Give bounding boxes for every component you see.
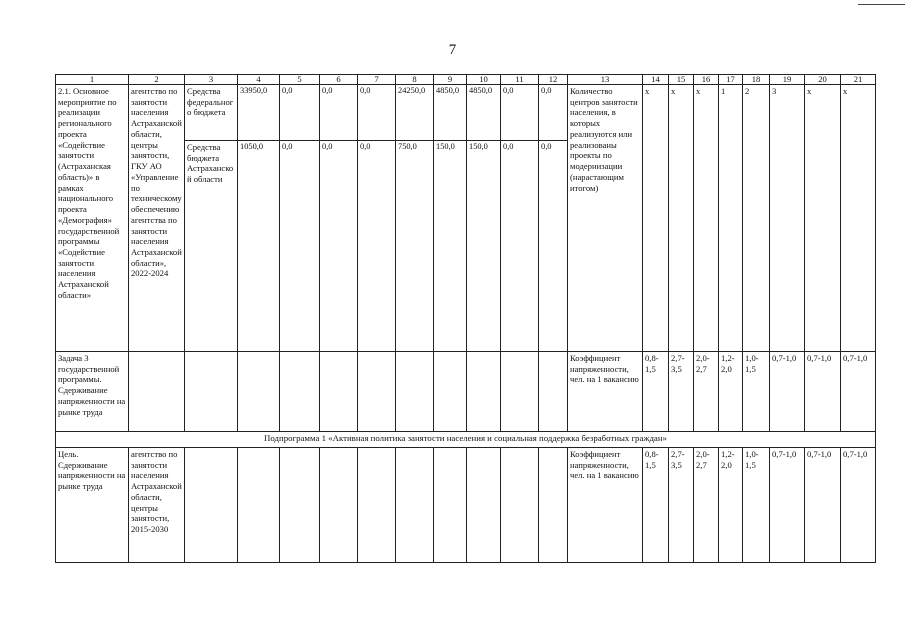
- indicator-value: x: [841, 85, 876, 352]
- measure-title: 2.1. Основное мероприятие по реализации регионального проекта «Содействие занятости (Астраханская область)» в рамках национального проекта «Демография» государственной программы «Содействие занятости населения Астраханской области»: [56, 85, 129, 352]
- amount-cell: 150,0: [434, 141, 467, 352]
- indicator-value: 1,2-2,0: [719, 448, 743, 563]
- empty-cell: [129, 352, 185, 432]
- empty-cell: [185, 448, 238, 563]
- empty-cell: [539, 448, 568, 563]
- empty-cell: [320, 448, 358, 563]
- empty-cell: [434, 448, 467, 563]
- amount-cell: 0,0: [501, 141, 539, 352]
- amount-cell: 4850,0: [467, 85, 501, 141]
- table-row-measure-federal: [56, 85, 876, 141]
- indicator-value: 1,2-2,0: [719, 352, 743, 432]
- header-cell: 11: [501, 75, 539, 85]
- top-rule: [858, 4, 905, 5]
- amount-cell: 0,0: [358, 85, 396, 141]
- empty-cell: [501, 352, 539, 432]
- funding-source: Средства федерального бюджета: [185, 85, 238, 141]
- header-cell: 17: [719, 75, 743, 85]
- empty-cell: [320, 352, 358, 432]
- goal-title: Цель. Сдерживание напряженности на рынке труда: [56, 448, 129, 563]
- header-cell: 21: [841, 75, 876, 85]
- empty-cell: [185, 352, 238, 432]
- header-cell: 19: [770, 75, 805, 85]
- indicator-name: Коэффициент напряженности, чел. на 1 вакансию: [568, 448, 643, 563]
- header-cell: 2: [129, 75, 185, 85]
- amount-cell: 0,0: [280, 141, 320, 352]
- empty-cell: [396, 448, 434, 563]
- amount-cell: 0,0: [539, 85, 568, 141]
- header-cell: 10: [467, 75, 501, 85]
- amount-cell: 0,0: [320, 85, 358, 141]
- subprogram-row: [56, 432, 876, 448]
- amount-cell: 1050,0: [238, 141, 280, 352]
- header-cell: 4: [238, 75, 280, 85]
- amount-cell: 0,0: [501, 85, 539, 141]
- indicator-value: 0,7-1,0: [805, 448, 841, 563]
- table-row-goal: [56, 448, 876, 563]
- indicator-value: 0,7-1,0: [841, 352, 876, 432]
- empty-cell: [396, 352, 434, 432]
- amount-cell: 150,0: [467, 141, 501, 352]
- indicator-value: x: [643, 85, 669, 352]
- amount-cell: 0,0: [320, 141, 358, 352]
- indicator-value: 2: [743, 85, 770, 352]
- empty-cell: [501, 448, 539, 563]
- header-cell: 12: [539, 75, 568, 85]
- indicator-value: 2,7-3,5: [669, 448, 694, 563]
- empty-cell: [358, 448, 396, 563]
- indicator-value: 2,7-3,5: [669, 352, 694, 432]
- indicator-name: Количество центров занятости населения, в которых реализуются или реализованы проекты по модернизации (нарастающим итогом): [568, 85, 643, 352]
- empty-cell: [280, 352, 320, 432]
- indicator-value: 0,8-1,5: [643, 352, 669, 432]
- amount-cell: 4850,0: [434, 85, 467, 141]
- header-cell: 18: [743, 75, 770, 85]
- header-cell: 1: [56, 75, 129, 85]
- header-cell: 20: [805, 75, 841, 85]
- indicator-value: 0,7-1,0: [805, 352, 841, 432]
- header-cell: 16: [694, 75, 719, 85]
- amount-cell: 24250,0: [396, 85, 434, 141]
- indicator-name: Коэффициент напряженности, чел. на 1 вакансию: [568, 352, 643, 432]
- amount-cell: 750,0: [396, 141, 434, 352]
- header-cell: 5: [280, 75, 320, 85]
- indicator-value: 0,7-1,0: [841, 448, 876, 563]
- indicator-value: 1,0-1,5: [743, 352, 770, 432]
- funding-source: Средства бюджета Астраханской области: [185, 141, 238, 352]
- amount-cell: 0,0: [539, 141, 568, 352]
- indicator-value: x: [694, 85, 719, 352]
- amount-cell: 0,0: [280, 85, 320, 141]
- indicator-value: 0,8-1,5: [643, 448, 669, 563]
- header-cell: 6: [320, 75, 358, 85]
- indicator-value: 3: [770, 85, 805, 352]
- indicator-value: 0,7-1,0: [770, 448, 805, 563]
- header-cell: 14: [643, 75, 669, 85]
- header-cell: 15: [669, 75, 694, 85]
- table-row-task: [56, 352, 876, 432]
- empty-cell: [280, 448, 320, 563]
- page-number: 7: [448, 42, 457, 58]
- indicator-value: 1,0-1,5: [743, 448, 770, 563]
- header-row: [56, 75, 876, 85]
- program-table: [55, 74, 876, 563]
- task-title: Задача 3 государственной программы. Сдерживание напряженности на рынке труда: [56, 352, 129, 432]
- header-cell: 3: [185, 75, 238, 85]
- amount-cell: 33950,0: [238, 85, 280, 141]
- empty-cell: [539, 352, 568, 432]
- header-cell: 9: [434, 75, 467, 85]
- empty-cell: [238, 352, 280, 432]
- empty-cell: [358, 352, 396, 432]
- empty-cell: [434, 352, 467, 432]
- indicator-value: x: [805, 85, 841, 352]
- empty-cell: [467, 352, 501, 432]
- subprogram-title: Подпрограмма 1 «Активная политика занятости населения и социальная поддержка безработных граждан»: [56, 432, 876, 448]
- indicator-value: x: [669, 85, 694, 352]
- indicator-value: 2,0-2,7: [694, 448, 719, 563]
- empty-cell: [238, 448, 280, 563]
- header-cell: 8: [396, 75, 434, 85]
- measure-executor: агентство по занятости населения Астраханской области, центры занятости, ГКУ АО «Управление по техническому обеспечению агентства по занятости населения Астраханской области», 2022-2024: [129, 85, 185, 352]
- indicator-value: 2,0-2,7: [694, 352, 719, 432]
- indicator-value: 1: [719, 85, 743, 352]
- header-cell: 13: [568, 75, 643, 85]
- goal-executor: агентство по занятости населения Астраханской области, центры занятости, 2015-2030: [129, 448, 185, 563]
- indicator-value: 0,7-1,0: [770, 352, 805, 432]
- empty-cell: [467, 448, 501, 563]
- header-cell: 7: [358, 75, 396, 85]
- amount-cell: 0,0: [358, 141, 396, 352]
